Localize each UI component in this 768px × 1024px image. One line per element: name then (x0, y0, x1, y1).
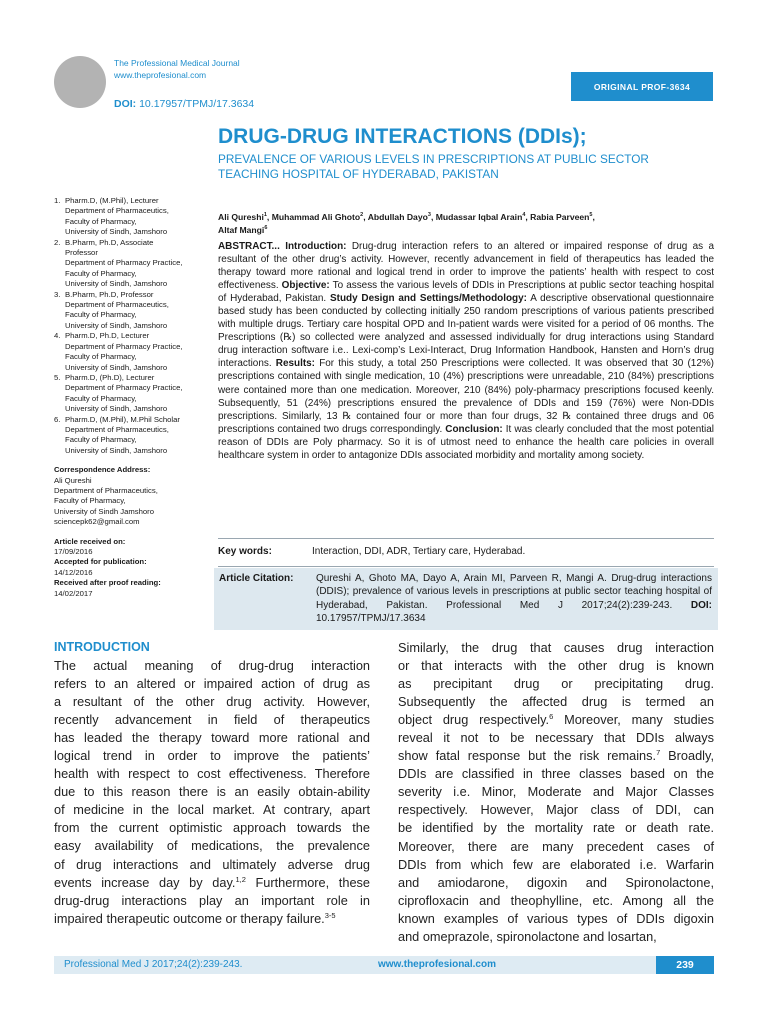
affiliation-line: Department of Pharmacy Practice, (65, 383, 183, 393)
author-affil: 2 (360, 212, 364, 218)
conclusion-label: Conclusion: (445, 423, 503, 435)
citation-label: Article Citation: (219, 573, 294, 584)
accepted-date: 14/12/2016 (54, 567, 93, 577)
affiliation-lines (65, 238, 183, 290)
affiliation-line: Faculty of Pharmacy, (65, 435, 137, 445)
affiliation-line: Department of Pharmaceutics, (65, 206, 169, 216)
author-affil: 4 (522, 212, 526, 218)
introduction-heading: INTRODUCTION (54, 640, 150, 654)
affiliation-item (54, 373, 210, 415)
affiliation-line: Faculty of Pharmacy, (65, 216, 137, 226)
body-line-text: be identified by the mortality rate or death rate. (398, 820, 714, 836)
design-label: Study Design and Settings/Methodology: (330, 293, 527, 305)
citation-doi-label: DOI: (690, 599, 712, 611)
affiliation-item (54, 196, 210, 238)
author: Abdullah Dayo (367, 211, 428, 222)
divider (218, 538, 714, 539)
author-affil: 3 (427, 212, 431, 218)
correspondence-line: Department of Pharmaceutics, (54, 485, 158, 495)
body-line-text: drug-drug interactions play an important role in (54, 892, 370, 908)
body-line-text: respectively. However, Major class of DDI, can (398, 802, 714, 818)
accepted-label: Accepted for publication: (54, 557, 147, 567)
body-line (398, 928, 714, 946)
journal-logo (54, 56, 106, 108)
affiliation-number: 3. (54, 289, 61, 299)
doi-value: 10.17957/TPMJ/17.3634 (139, 98, 255, 110)
body-line (398, 783, 714, 801)
body-line-text: due to this reason there is an easily obtain-ability (54, 784, 370, 800)
body-line (398, 675, 714, 693)
correspondence-email[interactable]: sciencepk62@gmail.com (54, 517, 140, 527)
body-line (54, 729, 370, 747)
keywords-value: Interaction, DDI, ADR, Tertiary care, Hyderabad. (312, 546, 526, 557)
body-line-text: and amiodarone, digoxin and Spironolactone, (398, 874, 714, 890)
body-line-text: Moreover, there are many precedent cases of (398, 838, 714, 854)
affiliation-line: University of Sindh, Jamshoro (65, 279, 168, 289)
citation-ref: 1,2 (235, 874, 246, 884)
article-dates (54, 537, 210, 599)
affiliation-line: Faculty of Pharmacy, (65, 268, 137, 278)
citation-ref: 3-5 (324, 910, 336, 920)
author: Mudassar Iqbal Arain (435, 211, 523, 222)
affiliation-line: Faculty of Pharmacy, (65, 352, 137, 362)
body-line (54, 657, 370, 675)
body-line-text: object drug respectively. (398, 712, 550, 728)
affiliation-line: Pharm.D, (M.Phil), Lecturer (65, 196, 159, 205)
body-line (398, 657, 714, 675)
affiliation-line: University of Sindh, Jamshoro (65, 362, 168, 372)
body-line (398, 693, 714, 711)
author-affil: 6 (264, 225, 268, 232)
body-line-text: easy availability of medications, the prevalence (54, 838, 370, 854)
body-line (398, 838, 714, 856)
affiliation-item (54, 415, 210, 457)
body-line-text: severity i.e. Minor, Moderate and Major Classes (398, 784, 714, 800)
introduction-text: Drug-drug interaction refers to an altered or impaired response of drug as a resultant of the other drug’s activity. However, recently advancement in field of therapeutics has leaded the therapy toward more rational and logical trend in order to improve the patients’ health with respect to cost effectiveness. (218, 241, 715, 292)
body-line-text: Moreover, many studies (553, 712, 714, 728)
body-line (398, 711, 714, 729)
author-affil: 5 (589, 212, 593, 218)
affiliation-line: Faculty of Pharmacy, (65, 393, 137, 403)
body-line (54, 910, 370, 928)
body-line (54, 675, 370, 693)
body-line (54, 819, 370, 837)
affiliation-lines (65, 331, 183, 373)
citation-ref: 6 (549, 711, 554, 721)
affiliation-list (54, 196, 210, 456)
proof-date: 14/02/2017 (54, 588, 93, 598)
body-line-text: of drug interactions and ultimately adverse drug (54, 856, 370, 872)
affiliation-line: Pharm.D, (Ph.D), Lecturer (65, 372, 155, 382)
affiliation-line: University of Sindh, Jamshoro (65, 445, 168, 455)
body-line (54, 892, 370, 910)
received-date: 17/09/2016 (54, 547, 93, 556)
body-line-text: DDIs from which few are elaborated i.e. Warfarin (398, 856, 714, 872)
body-line (54, 837, 370, 855)
correspondence-line: University of Sindh Jamshoro (54, 506, 154, 516)
affiliation-lines (65, 196, 169, 238)
affiliation-line: Department of Pharmacy Practice, (65, 258, 183, 268)
body-line (398, 819, 714, 837)
affiliation-line: Faculty of Pharmacy, (65, 310, 137, 320)
footer-journal-ref: Professional Med J 2017;24(2):239-243. (64, 959, 243, 970)
page-number: 239 (656, 956, 714, 974)
affiliation-line: Department of Pharmaceutics, (65, 300, 169, 310)
body-line (54, 693, 370, 711)
correspondence-block (54, 465, 210, 527)
header-doi[interactable] (114, 98, 254, 110)
design-text: A descriptive observational questionnaire based study has been conducted by collecting initially 250 random prescriptions of various patients prescribed with multiple drugs. Tertiary care hospital OPD and In-patient wards were visited for a period of 06 months. The Prescriptions (℞) so collected were analyzed and assessed individually for drug interactions using Standard drug interaction software i.e.. Lexi-comp’s Lexi-Interact, Drug Information Handbook, Hansten and Horn’s drug interactions. (218, 293, 715, 370)
body-line-text: reveal it not to be necessary that DDIs always (398, 730, 714, 746)
body-line-text: has leaded the therapy toward more rational and (54, 730, 370, 746)
affiliation-line: Pharm.D, (M.Phil), M.Phil Scholar (65, 414, 180, 424)
keywords-label: Key words: (218, 546, 272, 557)
journal-url[interactable]: www.theprofesional.com (114, 70, 207, 80)
divider (218, 566, 714, 567)
abstract-label: ABSTRACT... (218, 241, 280, 252)
body-line-text: Similarly, the drug that causes drug interaction (398, 640, 714, 655)
correspondence-line: Faculty of Pharmacy, (54, 496, 126, 506)
affiliation-line: University of Sindh, Jamshoro (65, 227, 168, 237)
affiliation-item (54, 290, 210, 332)
affiliation-line: Professor (65, 248, 98, 258)
affiliation-number: 5. (54, 372, 61, 382)
body-line-text: Broadly, (660, 748, 714, 764)
journal-name: The Professional Medical Journal (114, 58, 240, 68)
introduction-label: Introduction: (285, 241, 347, 252)
body-line-text: The actual meaning of drug-drug interaction (54, 658, 370, 673)
body-line-text: health with respect to cost effectiveness. Therefore (54, 766, 370, 782)
article-citation (214, 568, 718, 630)
objective-label: Objective: (281, 280, 330, 292)
body-line (398, 801, 714, 819)
affiliation-item (54, 238, 210, 290)
body-line (54, 856, 370, 874)
citation-ref: 7 (656, 748, 661, 758)
body-column-right (398, 639, 714, 946)
body-line (398, 910, 714, 928)
body-line (398, 892, 714, 910)
affiliation-number: 1. (54, 196, 61, 205)
author: Rabia Parveen (530, 211, 590, 222)
body-line-text: DDIs are classified in three classes based on the (398, 766, 714, 782)
subtitle-line: TEACHING HOSPITAL OF HYDERABAD, PAKISTAN (218, 167, 499, 181)
affiliation-line: Pharm.D, Ph.D, Lecturer (65, 331, 150, 341)
body-line-text: refers to an altered or impaired action of drug as (54, 676, 370, 692)
body-line-text: Furthermore, these (245, 874, 370, 890)
footer-url[interactable]: www.theprofesional.com (378, 959, 496, 970)
citation-body: Qureshi A, Ghoto MA, Dayo A, Arain MI, Parveen R, Mangi A. Drug-drug interactions (DDIS); prevalence of various levels in prescriptions at public sector teaching hospital of Hyderabad, Pakistan. Professional Med J 2017;24(2):239-243. (316, 573, 712, 611)
affiliation-line: University of Sindh, Jamshoro (65, 404, 168, 414)
proof-label: Received after proof reading: (54, 578, 161, 588)
abstract (218, 240, 714, 462)
correspondence-heading: Correspondence Address: (54, 465, 151, 475)
article-type-badge: ORIGINAL PROF-3634 (571, 72, 713, 101)
affiliation-line: University of Sindh, Jamshoro (65, 320, 168, 330)
body-line-text: from the current optimistic approach towards the (54, 820, 370, 836)
body-line-text: events increase day by day. (54, 874, 236, 890)
affiliation-number: 4. (54, 331, 61, 341)
body-line (398, 639, 714, 657)
article-subtitle (218, 152, 718, 182)
received-label: Article received on: (54, 536, 126, 546)
body-line (398, 874, 714, 892)
body-line-text: or that interacts with the other drug is known (398, 658, 714, 674)
results-text: For this study, a total 250 Prescriptions were collected. It was observed that 30 (12%) prescriptions contained with single medication, 10 (4%) prescriptions were unreadable, 210 (84%) prescriptions were contained more than one medication. Moreover, 210 (84%) poly-pharmacy prescriptions focused keenly. Subsequently, 51 (24%) prescriptions ensured the prevalence of DDIs and 159 (76%) were Non-DDIs prescriptions. Similarly, 13 ℞ contained four or more than four drugs, 32 ℞ contained three drugs and 06 prescriptions contained two drugs correspondingly. (218, 358, 714, 435)
keywords-row (218, 546, 714, 557)
citation-doi[interactable]: 10.17957/TPMJ/17.3634 (316, 613, 426, 625)
affiliation-number: 6. (54, 414, 61, 424)
affiliation-number: 2. (54, 237, 61, 247)
body-line (54, 711, 370, 729)
affiliation-line: Department of Pharmacy Practice, (65, 341, 183, 351)
body-line (398, 747, 714, 765)
conclusion-text: It was clearly concluded that the most potential reason of DDIs are Poly pharmacy. So it is of utmost need to enhance the health care policies in overall healthcare system in order to antagonize DDIs associated morbidity and mortality among society. (218, 423, 714, 461)
author: Ali Qureshi (218, 211, 264, 222)
author: Muhammad Ali Ghoto (271, 211, 361, 222)
body-line-text: as precipitant drug or precipitating drug. (398, 676, 714, 692)
body-line-text: Subsequently the affected drug is termed an (398, 694, 714, 710)
affiliation-line: B.Pharm, Ph.D, Associate (65, 237, 154, 247)
body-line (398, 729, 714, 747)
body-line-text: recently advancement in field of therapeutics (54, 712, 370, 728)
body-line (54, 801, 370, 819)
body-line (54, 765, 370, 783)
body-line-text: logical trend in order to improve the patients’ (54, 748, 370, 764)
body-line-text: of medicine in the local market. At contrary, apart (54, 802, 370, 818)
author-list: Ali Qureshi$^1$, Muhammad Ali Ghoto$^2$, Abdullah Dayo$^3$, Mudassar Iqbal Arain$^4$, Rabia Parveen$^5$, Altaf Mangi$^6$ (218, 211, 595, 236)
affiliation-line: Department of Pharmaceutics, (65, 424, 169, 434)
subtitle-line: PREVALENCE OF VARIOUS LEVELS IN PRESCRIPTIONS AT PUBLIC SECTOR (218, 152, 649, 166)
body-line-text: ciprofloxacin and theophylline, etc. Among all the (398, 892, 714, 908)
objective-text: To assess the various levels of DDIs in Prescriptions at public sector teaching hospital of Hyderabad, Pakistan. (218, 280, 714, 305)
body-line (398, 765, 714, 783)
citation-text (316, 572, 712, 626)
body-line-text: known examples of various types of DDIs digoxin (398, 910, 714, 926)
affiliation-item (54, 331, 210, 373)
body-line (54, 747, 370, 765)
affiliation-lines (65, 290, 169, 332)
body-line-text: and omeprazole, spironolactone and losartan, (398, 928, 657, 944)
correspondence-line: Ali Qureshi (54, 475, 92, 485)
body-column-left (54, 657, 370, 928)
body-line-text: show fatal response but the risk remains. (398, 748, 657, 764)
body-line (54, 783, 370, 801)
sidebar (54, 196, 210, 599)
affiliation-lines (65, 415, 180, 457)
author-affil: 1 (263, 212, 267, 218)
author: Altaf Mangi (218, 225, 265, 236)
affiliation-lines (65, 373, 183, 415)
body-line (398, 856, 714, 874)
body-line-text: impaired therapeutic outcome or therapy failure. (54, 910, 325, 926)
body-line-text: a resultant of the other drug activity. However, (54, 694, 370, 710)
results-label: Results: (275, 358, 315, 370)
body-line (54, 874, 370, 892)
doi-label: DOI: (114, 98, 137, 110)
affiliation-line: B.Pharm, Ph.D, Professor (65, 289, 154, 299)
article-title: DRUG-DRUG INTERACTIONS (DDIs); (218, 125, 587, 148)
